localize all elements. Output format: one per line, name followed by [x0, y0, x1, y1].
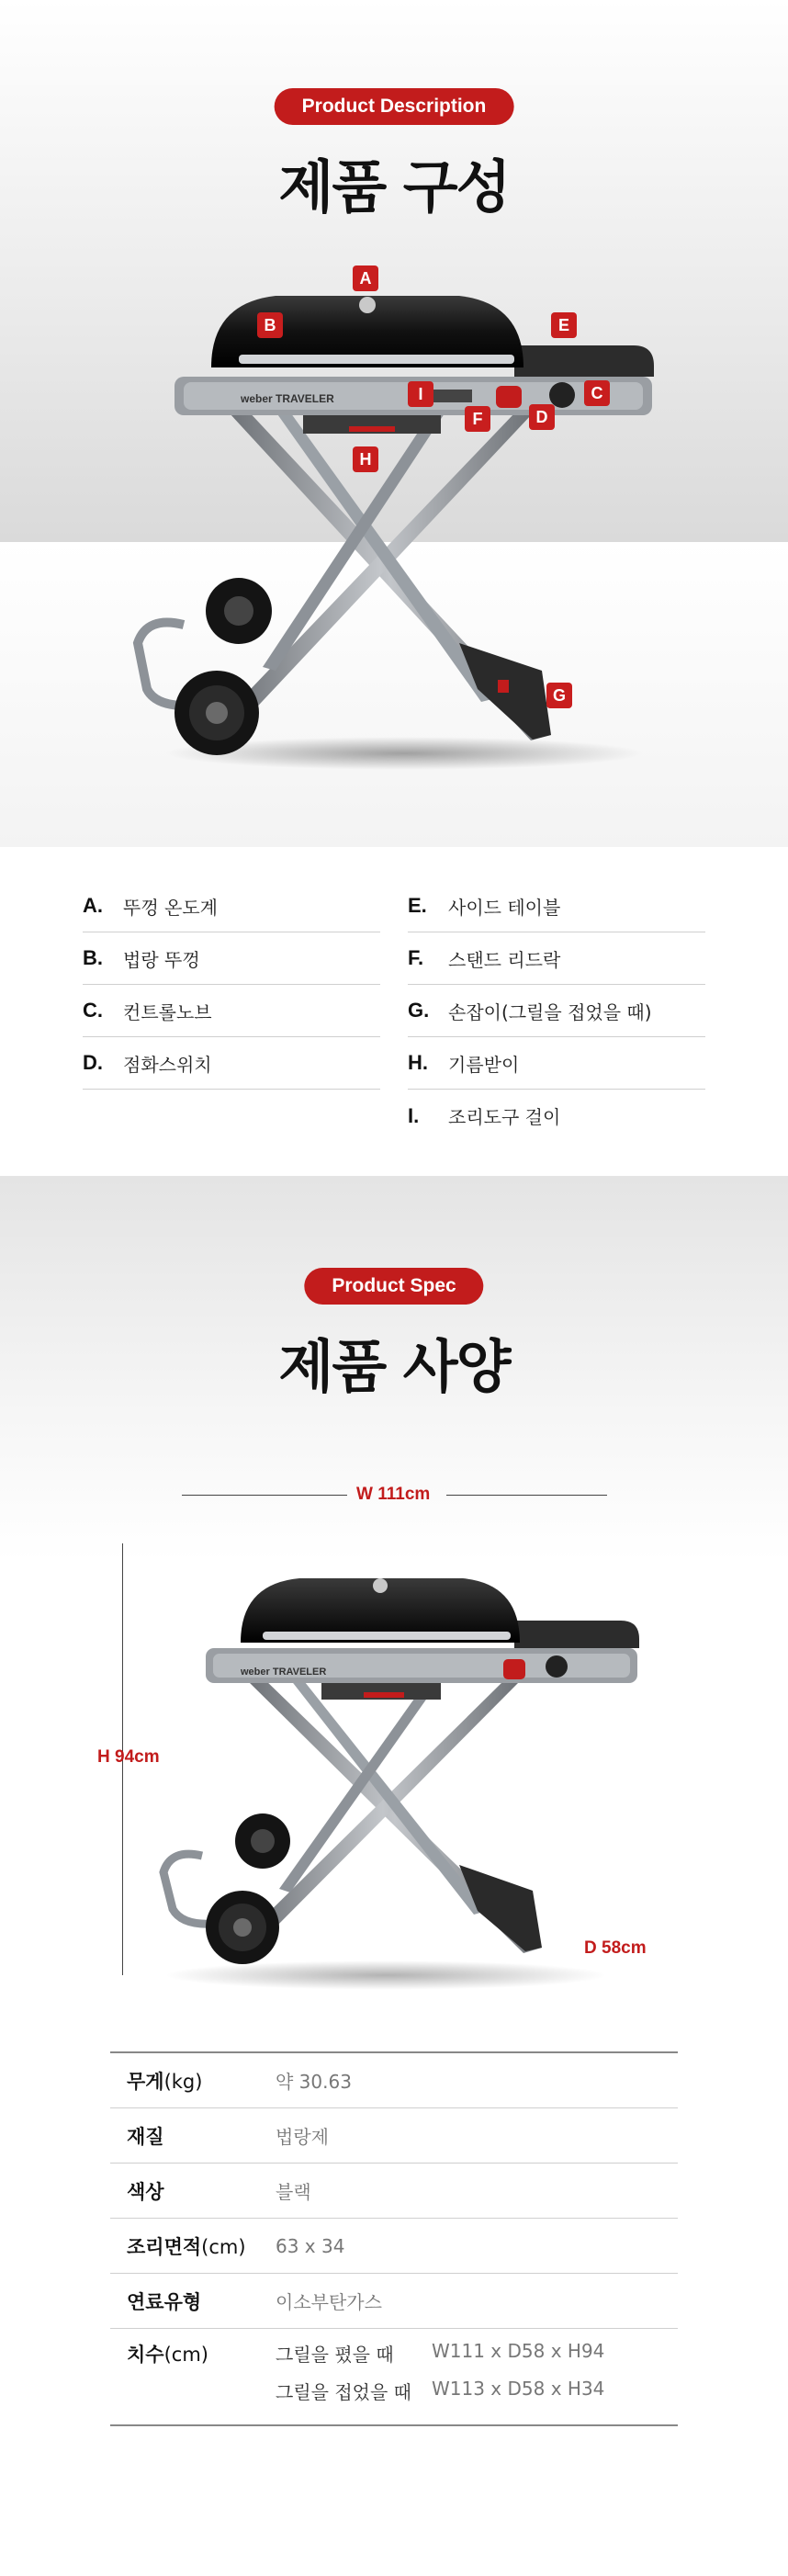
- callout-i: I: [408, 381, 433, 407]
- spec-key: 무게(kg): [127, 2070, 203, 2093]
- callout-e: E: [551, 312, 577, 338]
- product-description-section: [0, 0, 788, 847]
- list-item: D. 점화스위치: [83, 1037, 380, 1090]
- table-row: [110, 2329, 678, 2424]
- spec-value: 약 30.63: [276, 2071, 352, 2093]
- table-row: [110, 2164, 678, 2219]
- grill-parts-diagram: [0, 257, 788, 772]
- table-row: [110, 2219, 678, 2274]
- callout-a: A: [353, 266, 378, 291]
- table-row: [110, 2274, 678, 2329]
- spec-value: [276, 2340, 604, 2404]
- parts-list: [0, 847, 788, 1176]
- rear-leg: [276, 410, 496, 702]
- list-item: A. 뚜껑 온도계: [83, 880, 380, 932]
- grill-spec-illustration: [0, 1543, 788, 2003]
- callout-b: B: [257, 312, 283, 338]
- spec-table: [110, 2051, 678, 2426]
- table-row: [110, 2108, 678, 2164]
- list-item: B. 법랑 뚜껑: [83, 932, 380, 985]
- side-table: [514, 345, 654, 377]
- handle-red-mark: [498, 680, 509, 693]
- list-item: I. 조리도구 걸이: [408, 1103, 561, 1128]
- grill-illustration: [0, 257, 788, 772]
- lid-lock: [496, 386, 522, 408]
- table-row: [110, 2053, 678, 2108]
- height-label: H 94cm: [97, 1747, 160, 1767]
- product-spec-badge: Product Spec: [304, 1268, 483, 1305]
- list-item: E. 사이드 테이블: [408, 880, 705, 932]
- list-item: G. 손잡이(그릴을 접었을 때): [408, 985, 705, 1037]
- spec-key: 치수(cm): [127, 2344, 208, 2366]
- lid-thermometer: [359, 297, 376, 313]
- width-dimension-line-right: [446, 1495, 607, 1496]
- width-label: W 111cm: [356, 1485, 431, 1504]
- list-item: F. 스탠드 리드락: [408, 932, 705, 985]
- callout-g: G: [546, 683, 572, 708]
- list-item: C. 컨트롤노브: [83, 985, 380, 1037]
- brand-plate: weber TRAVELER: [241, 1666, 327, 1678]
- spec-key: 재질: [127, 2125, 164, 2148]
- callout-c: C: [584, 380, 610, 406]
- depth-label: D 58cm: [584, 1938, 647, 1958]
- tool-hooks: [432, 390, 472, 402]
- spec-key: 조리면적(cm): [127, 2235, 246, 2258]
- lid-handle: [239, 355, 514, 364]
- dimension-open: 그릴을 폈을 때 W111 x D58 x H94: [276, 2340, 605, 2366]
- product-spec-section: [0, 1176, 788, 2576]
- spec-key: 색상: [127, 2180, 164, 2203]
- callout-h: H: [353, 446, 378, 472]
- grill-dimension-diagram: [0, 1543, 788, 2003]
- list-item: H. 기름받이: [408, 1037, 705, 1090]
- product-description-title: 제품 구성: [278, 153, 510, 220]
- width-dimension-line-left: [182, 1495, 347, 1496]
- product-spec-title: 제품 사양: [278, 1333, 510, 1400]
- product-description-badge: Product Description: [275, 88, 514, 125]
- spec-value: 63 x 34: [276, 2234, 345, 2257]
- parts-column-left: [83, 880, 380, 1090]
- spec-key: 연료유형: [127, 2290, 202, 2313]
- spec-value: 블랙: [276, 2181, 311, 2203]
- callout-d: D: [529, 404, 555, 430]
- spec-value: 법랑제: [276, 2126, 329, 2148]
- brand-plate: weber TRAVELER: [241, 392, 334, 405]
- dimension-folded: 그릴을 접었을 때 W113 x D58 x H34: [276, 2378, 605, 2403]
- callout-f: F: [465, 406, 490, 432]
- spec-value: 이소부탄가스: [276, 2291, 382, 2313]
- parts-column-right: [408, 880, 705, 1142]
